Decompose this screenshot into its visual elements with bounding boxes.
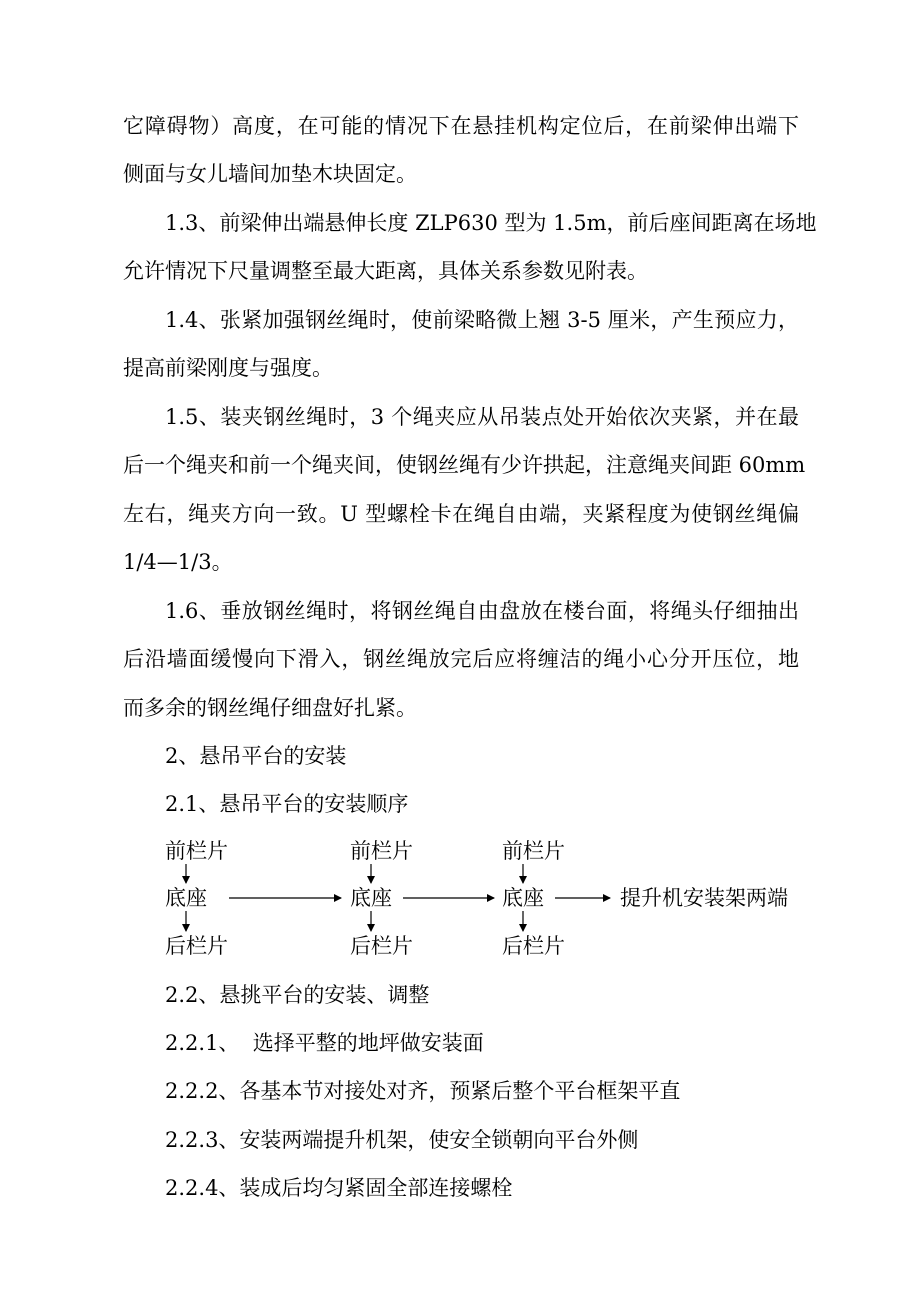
paragraph-line: 而多余的钢丝绳仔细盘好扎紧。: [123, 696, 417, 720]
flow-base-1: 底座: [165, 886, 207, 910]
paragraph-line: 1.3、前梁伸出端悬伸长度 ZLP630 型为 1.5m，前后座间距离在场地: [165, 211, 817, 235]
flow-front-rail-1: 前栏片: [165, 839, 228, 863]
paragraph-line: 后一个绳夹和前一个绳夹间，使钢丝绳有少许拱起，注意绳夹间距 60mm: [123, 453, 806, 477]
flow-rear-rail-3: 后栏片: [502, 934, 565, 958]
flow-front-rail-2: 前栏片: [350, 839, 413, 863]
paragraph-line: 1/4—1/3。: [123, 550, 233, 574]
flow-rear-rail-1: 后栏片: [165, 934, 228, 958]
list-item: 2.2.4、装成后均匀紧固全部连接螺栓: [165, 1176, 513, 1200]
subsection-heading: 2.1、悬吊平台的安装顺序: [165, 792, 409, 816]
list-item: 2.2.2、各基本节对接处对齐，预紧后整个平台框架平直: [165, 1079, 681, 1103]
section-heading: 2、悬吊平台的安装: [165, 744, 347, 768]
list-item: 2.2.3、安装两端提升机架，使安全锁朝向平台外侧: [165, 1128, 639, 1152]
flow-end: 提升机安装架两端: [620, 886, 788, 910]
paragraph-line: 左右，绳夹方向一致。U 型螺栓卡在绳自由端，夹紧程度为使钢丝绳偏: [123, 502, 799, 526]
subsection-heading: 2.2、悬挑平台的安装、调整: [165, 983, 430, 1007]
flow-base-3: 底座: [502, 886, 544, 910]
paragraph-line: 允许情况下尺量调整至最大距离，具体关系参数见附表。: [123, 259, 648, 283]
paragraph-line: 后沿墙面缓慢向下滑入，钢丝绳放完后应将缠洁的绳小心分开压位，地: [123, 647, 799, 671]
list-item: 2.2.1、 选择平整的地坪做安装面: [165, 1031, 484, 1055]
flow-rear-rail-2: 后栏片: [350, 934, 413, 958]
flow-front-rail-3: 前栏片: [502, 839, 565, 863]
paragraph-line: 侧面与女儿墙间加垫木块固定。: [123, 162, 417, 186]
paragraph-line: 它障碍物）高度，在可能的情况下在悬挂机构定位后，在前梁伸出端下: [123, 114, 799, 138]
paragraph-line: 1.5、装夹钢丝绳时，3 个绳夹应从吊装点处开始依次夹紧，并在最: [165, 405, 799, 429]
paragraph-line: 提高前梁刚度与强度。: [123, 356, 333, 380]
paragraph-line: 1.6、垂放钢丝绳时，将钢丝绳自由盘放在楼台面，将绳头仔细抽出: [165, 599, 799, 623]
flow-base-2: 底座: [350, 886, 392, 910]
paragraph-line: 1.4、张紧加强钢丝绳时，使前梁略微上翘 3-5 厘米，产生预应力，: [165, 308, 799, 332]
